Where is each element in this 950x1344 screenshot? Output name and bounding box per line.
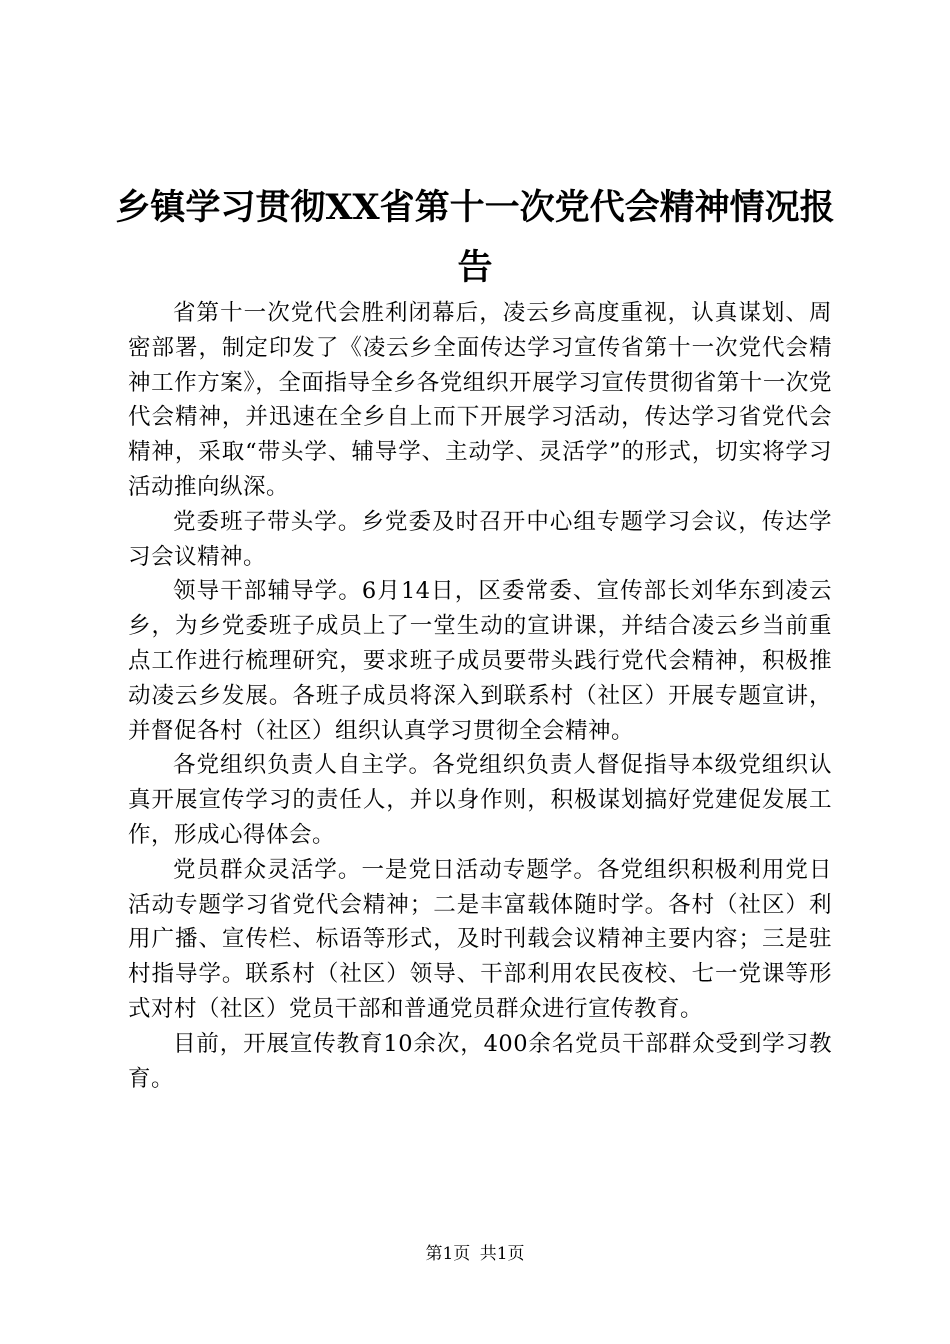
paragraph-self-study: 各党组织负责人自主学。各党组织负责人督促指导本级党组织认真开展宣传学习的责任人，并以身作则，积极谋划搞好党建促发展工作，形成心得体会。	[128, 752, 832, 848]
paragraph-leader-guidance: 领导干部辅导学。6月14日，区委常委、宣传部长刘华东到凌云乡，为乡党委班子成员上了一堂生动的宣讲课，并结合凌云乡当前重点工作进行梳理研究，要求班子成员要带头践行党代会精神，积极推动凌云乡发展。各班子成员将深入到联系村（社区）开展专题宣讲，并督促各村（社区）组织认真学习贯彻全会精神。	[128, 578, 832, 744]
page-number: 第1页	[425, 1244, 471, 1264]
document-title: 乡镇学习贯彻XX省第十一次党代会精神情况报告	[115, 187, 835, 288]
paragraph-flexible-study: 党员群众灵活学。一是党日活动专题学。各党组织积极利用党日活动专题学习省党代会精神；二是丰富载体随时学。各村（社区）利用广播、宣传栏、标语等形式，及时刊载会议精神主要内容；三是驻村指导学。联系村（社区）领导、干部利用农民夜校、七一党课等形式对村（社区）党员干部和普通党员群众进行宣传教育。	[128, 856, 832, 1022]
paragraph-party-committee: 党委班子带头学。乡党委及时召开中心组专题学习会议，传达学习会议精神。	[128, 508, 832, 570]
paragraph-intro: 省第十一次党代会胜利闭幕后，凌云乡高度重视，认真谋划、周密部署，制定印发了《凌云乡全面传达学习宣传省第十一次党代会精神工作方案》，全面指导全乡各党组织开展学习宣传贯彻省第十一次党代会精神，并迅速在全乡自上而下开展学习活动，传达学习省党代会精神，采取“带头学、辅导学、主动学、灵活学”的形式，切实将学习活动推向纵深。	[128, 300, 832, 500]
document-body	[128, 296, 832, 1096]
paragraph-summary: 目前，开展宣传教育10余次，400余名党员干部群众受到学习教育。	[128, 1030, 832, 1092]
page-footer	[0, 1242, 950, 1266]
page-total: 共1页	[479, 1244, 525, 1264]
